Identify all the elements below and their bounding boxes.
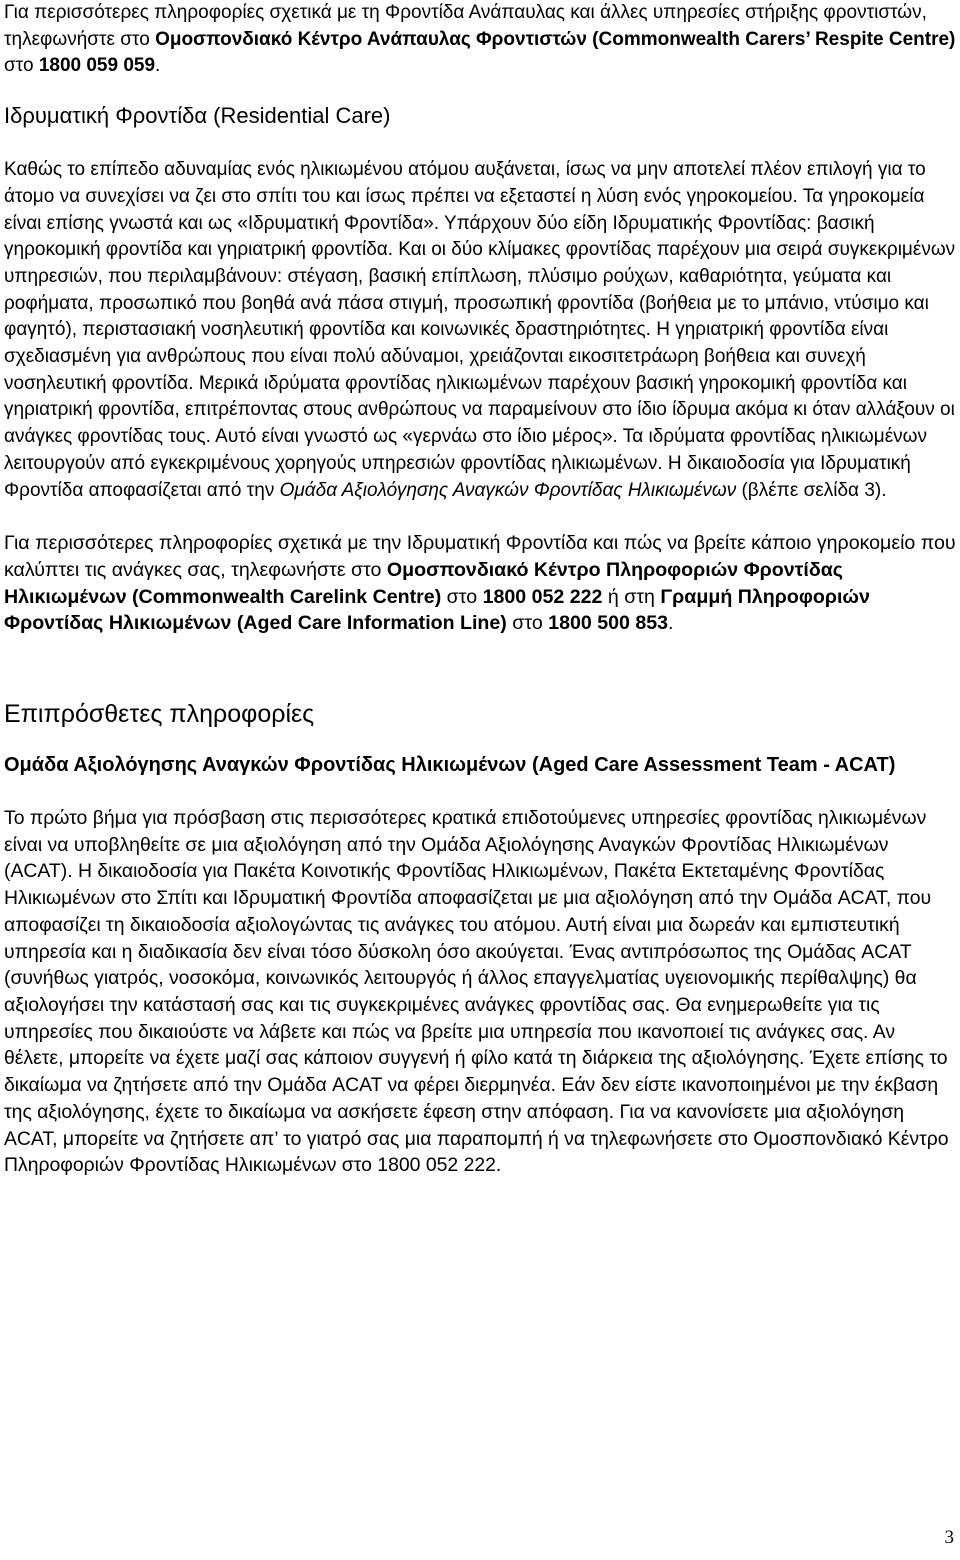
respite-phone-number: 1800 059 059 [38, 55, 156, 77]
acat-reference: Ομάδα Αξιολόγησης Αναγκών Φροντίδας Ηλικιωμένων [279, 479, 737, 501]
residential-care-paragraph [4, 157, 956, 504]
acat-paragraph: Το πρώτο βήμα για πρόσβαση στις περισσότερες κρατικά επιδοτούμενες υπηρεσίες φροντίδας ηλικιωμένων είναι να υποβληθείτε σε μια αξιολόγηση από την Ομάδα Αξιολόγησης Αναγκών Φροντίδας Ηλικιωμένων (ACAT). Η δικαιοδοσία για Πακέτα Κοινοτικής Φροντίδας Ηλικιωμένων, Πακέτα Εκτεταμένης Φροντίδας Ηλικιωμένων στο Σπίτι και Ιδρυματική Φροντίδα αποφασίζεται με μια αξιολόγηση από την Ομάδα ACAT, που αποφασίζει τη δικαιοδοσία αξιολογώντας τις ανάγκες του ατόμου. Αυτή είναι μια δωρεάν και εμπιστευτική υπηρεσία και η διαδικασία δεν είναι τόσο δύσκολη όσο ακούγεται. Ένας αντιπρόσωπος της Ομάδας ACAT (συνήθως γιατρός, νοσοκόμα, κοινωνικός λειτουργός ή άλλος επαγγελματίας υγειονομικής περίθαλψης) θα αξιολογήσει την κατάστασή σας και τις συγκεκριμένες ανάγκες φροντίδας σας. Θα ενημερωθείτε για τις υπηρεσίες που δικαιούστε να λάβετε και πώς να βρείτε μια υπηρεσία που ικανοποιεί τις ανάγκες σας. Αν θέλετε, μπορείτε να έχετε μαζί σας κάποιον συγγενή ή φίλο κατά τη διάρκεια της αξιολόγησης. Έχετε επίσης το δικαίωμα να ζητήσετε από την Ομάδα ACAT να φέρει διερμηνέα. Εάν δεν είστε ικανοποιημένοι με την έκβαση της αξιολόγησης, έχετε το δικαίωμα να ασκήσετε έφεση στην απόφαση. Για να κανονίσετε μια αξιολόγηση ACAT, μπορείτε να ζητήσετε απ’ το γιατρό σας μια παραπομπή ή να τηλεφωνήσετε στο Ομοσπονδιακό Κέντρο Πληροφοριών Φροντίδας Ηλικιωμένων στο 1800 052 222. [4, 807, 949, 1177]
carelink-centre-name: Ομοσπονδιακό Κέντρο Πληροφοριών Φροντίδας Ηλικιωμένων (Commonwealth Carelink Centre) [4, 558, 843, 608]
acat-subheading: Ομάδα Αξιολόγησης Αναγκών Φροντίδας Ηλικιωμένων (Aged Care Assessment Team - ACAT) [4, 754, 896, 777]
text-run: ή στη [602, 585, 661, 608]
text-run: Για περισσότερες πληροφορίες σχετικά με τη Φροντίδα Ανάπαυλας και άλλες υπηρεσίες στήριξης φροντιστών, τηλεφωνήστε στο [4, 2, 927, 50]
text-run: στο [4, 55, 39, 77]
text-run: . [155, 55, 161, 77]
text-run: Καθώς το επίπεδο αδυναμίας ενός ηλικιωμένου ατόμου αυξάνεται, ίσως να μην αποτελεί πλέον επιλογή για το άτομο να συνεχίσει να ζει στο σπίτι του και ίσως πρέπει να εξεταστεί η λύση ενός γηροκομείου. Τα γηροκομεία είναι επίσης γνωστά και ως «Ιδρυματική Φροντίδα». Υπάρχουν δύο είδη Ιδρυματικής Φροντίδας: βασική γηροκομική φροντίδα και γηριατρική φροντίδα. Και οι δύο κλίμακες φροντίδας παρέχουν μια σειρά συγκεκριμένων υπηρεσιών, που περιλαμβάνουν: στέγαση, βασική επίπλωση, πλύσιμο ρούχων, καθαριότητα, γεύματα και ροφήματα, προσωπικό που βοηθά ανά πάσα στιγμή, προσωπική φροντίδα (βοήθεια με το μπάνιο, ντύσιμο και φαγητό), περιστασιακή νοσηλευτική φροντίδα και κοινωνικές δραστηριότητες. Η γηριατρική φροντίδα είναι σχεδιασμένη για ανθρώπους που είναι πολύ αδύναμοι, χρειάζονται εικοσιτετράωρη βοήθεια και συνεχή νοσηλευτική φροντίδα. Μερικά ιδρύματα φροντίδας ηλικιωμένων παρέχουν βασική γηροκομική φροντίδα και γηριατρική φροντίδα, επιτρέποντας στους ανθρώπους να παραμείνουν στο ίδιο ίδρυμα ακόμα κι όταν αλλάξουν οι ανάγκες φροντίδας τους. Αυτό είναι γνωστό ως «γερνάω στο ίδιο μέρος». Τα ιδρύματα φροντίδας ηλικιωμένων λειτουργούν από εγκεκριμένους χορηγούς υπηρεσιών φροντίδας ηλικιωμένων. Η δικαιοδοσία για Ιδρυματική Φροντίδα αποφασίζεται από την [4, 159, 956, 501]
text-run: . [668, 612, 674, 635]
additional-info-heading: Επιπρόσθετες πληροφορίες [4, 700, 315, 729]
aged-care-info-line-name: Γραμμή Πληροφοριών Φροντίδας Ηλικιωμένων (Aged Care Information Line) [4, 585, 870, 635]
carelink-phone-number: 1800 052 222 [482, 585, 603, 608]
text-run: στο [441, 585, 483, 608]
residential-care-heading: Ιδρυματική Φροντίδα (Residential Care) [4, 103, 391, 129]
text-run: στο [506, 612, 549, 635]
text-run: (βλέπε σελίδα 3). [736, 479, 887, 501]
carers-respite-centre-name: Ομοσπονδιακό Κέντρο Ανάπαυλας Φροντιστών (Commonwealth Carers’ Respite Centre) [155, 28, 956, 50]
page-number: 3 [944, 1527, 954, 1548]
respite-info-paragraph [4, 0, 956, 80]
document-page [4, 0, 956, 1179]
info-line-phone-number: 1800 500 853 [548, 612, 669, 635]
residential-info-paragraph [4, 530, 956, 637]
text-run: Για περισσότερες πληροφορίες σχετικά με την Ιδρυματική Φροντίδα και πώς να βρείτε κάποιο γηροκομείο που καλύπτει τις ανάγκες σας, τηλεφωνήστε στο [4, 532, 956, 581]
